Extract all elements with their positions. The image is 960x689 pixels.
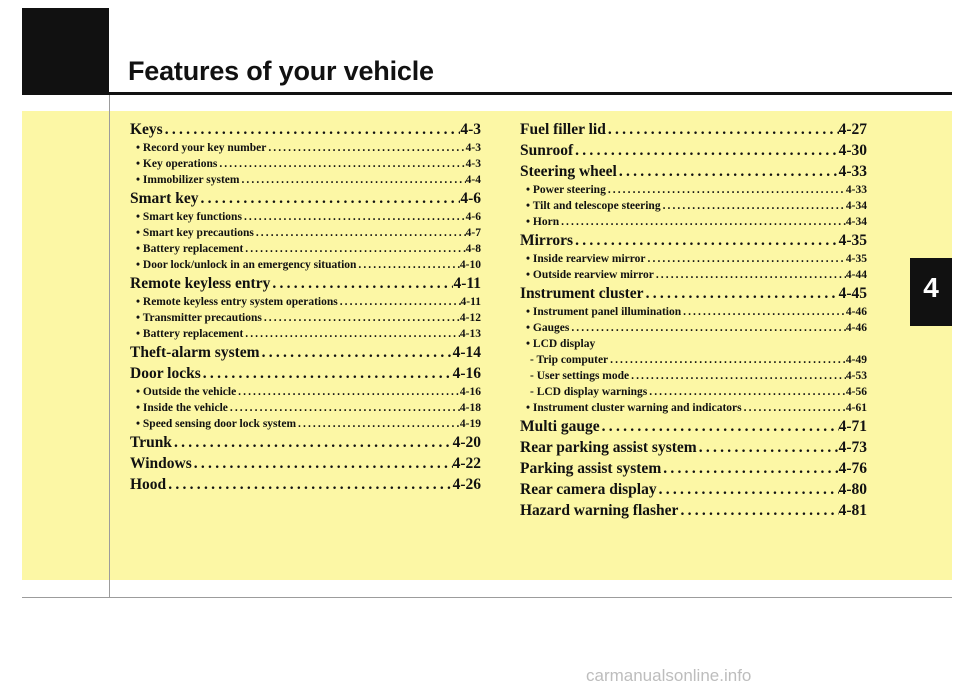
dot-leader <box>678 502 838 520</box>
dot-leader <box>236 386 460 398</box>
toc-page-number: 4-11 <box>453 275 481 292</box>
toc-column-left <box>130 121 481 497</box>
toc-entry-user-settings-mode[interactable] <box>520 370 867 386</box>
toc-page-number: 4-20 <box>452 434 481 451</box>
toc-page-number: 4-73 <box>838 439 867 456</box>
toc-page-number: 4-16 <box>459 386 481 398</box>
toc-entry-smart-key-functions[interactable] <box>130 211 481 227</box>
dot-leader <box>239 174 465 186</box>
dot-leader <box>172 434 453 452</box>
toc-label: • Transmitter precautions <box>136 312 262 324</box>
toc-entry-outside-rearview-mirror[interactable] <box>520 269 867 285</box>
toc-label: • Instrument cluster warning and indicators <box>526 402 742 414</box>
toc-page-number: 4-61 <box>845 402 867 414</box>
dot-leader <box>654 269 846 281</box>
toc-entry-immobilizer-system[interactable] <box>130 174 481 190</box>
toc-entry-hood[interactable] <box>130 476 481 497</box>
toc-column-right <box>520 121 867 523</box>
dot-leader <box>242 211 466 223</box>
page-title: Features of your vehicle <box>128 56 434 86</box>
toc-label: Instrument cluster <box>520 285 644 302</box>
toc-entry-battery-replacement[interactable] <box>130 243 481 259</box>
toc-label: - LCD display warnings <box>530 386 648 398</box>
toc-entry-inside-the-vehicle[interactable] <box>130 402 481 418</box>
toc-page-number: 4-44 <box>845 269 867 281</box>
toc-label: Trunk <box>130 434 172 451</box>
dot-leader <box>644 285 839 303</box>
toc-entry-sunroof[interactable] <box>520 142 867 163</box>
toc-entry-theft-alarm-system[interactable] <box>130 344 481 365</box>
dot-leader <box>629 370 846 382</box>
toc-page-number: 4-30 <box>838 142 867 159</box>
title-underline <box>109 92 952 95</box>
toc-label: Hood <box>130 476 167 493</box>
dot-leader <box>262 312 460 324</box>
dot-leader <box>228 402 460 414</box>
toc-page-number: 4-33 <box>838 163 867 180</box>
chapter-number: 4 <box>923 272 939 303</box>
toc-page-number: 4-71 <box>838 418 867 435</box>
toc-entry-outside-the-vehicle[interactable] <box>130 386 481 402</box>
toc-label: • Tilt and telescope steering <box>526 200 661 212</box>
toc-label: • Inside the vehicle <box>136 402 228 414</box>
toc-label: Fuel filler lid <box>520 121 606 138</box>
dot-leader <box>559 216 846 228</box>
toc-page-number: 4-16 <box>452 365 481 382</box>
toc-label: Theft-alarm system <box>130 344 260 361</box>
toc-entry-key-operations[interactable] <box>130 158 481 174</box>
dot-leader <box>606 184 846 196</box>
dot-leader <box>254 227 466 239</box>
toc-page-number: 4-3 <box>465 142 481 154</box>
toc-entry-smart-key[interactable] <box>130 190 481 211</box>
toc-label: • Battery replacement <box>136 328 244 340</box>
toc-subheading-lcd-display[interactable]: • LCD display <box>526 338 596 350</box>
dot-leader <box>243 243 465 255</box>
toc-entry-transmitter-precautions[interactable] <box>130 312 481 328</box>
dot-leader <box>163 121 461 139</box>
toc-label: Steering wheel <box>520 163 617 180</box>
toc-page-number: 4-13 <box>459 328 481 340</box>
toc-label: Hazard warning flasher <box>520 502 679 519</box>
toc-label: • Outside the vehicle <box>136 386 237 398</box>
toc-page-number: 4-12 <box>459 312 481 324</box>
dot-leader <box>647 386 846 398</box>
toc-entry-tilt-and-telescope-steering[interactable] <box>520 200 867 216</box>
toc-label: Windows <box>130 455 192 472</box>
toc-page-number: 4-81 <box>838 502 867 519</box>
toc-entry-remote-keyless-entry[interactable] <box>130 275 481 296</box>
toc-page-number: 4-49 <box>845 354 867 366</box>
toc-label: Door locks <box>130 365 201 382</box>
dot-leader <box>338 296 461 308</box>
dot-leader <box>260 344 453 362</box>
toc-label: Rear parking assist system <box>520 439 697 456</box>
toc-entry-instrument-cluster[interactable] <box>520 285 867 306</box>
toc-label: • Outside rearview mirror <box>526 269 654 281</box>
toc-page-number: 4-26 <box>452 476 481 493</box>
toc-page-number: 4-22 <box>452 455 481 472</box>
dot-leader <box>661 460 838 478</box>
toc-page-number: 4-45 <box>838 285 867 302</box>
dot-leader <box>697 439 839 457</box>
dot-leader <box>742 402 846 414</box>
toc-entry-rear-parking-assist-system[interactable] <box>520 439 867 460</box>
toc-entry-lcd-display-warnings[interactable] <box>520 386 867 402</box>
toc-page-number: 4-56 <box>845 386 867 398</box>
toc-label: • Record your key number <box>136 142 267 154</box>
toc-page-number: 4-27 <box>838 121 867 138</box>
toc-entry-power-steering[interactable] <box>520 184 867 200</box>
toc-page-number: 4-35 <box>845 253 867 265</box>
toc-label: • Key operations <box>136 158 218 170</box>
bottom-rule <box>22 597 952 598</box>
toc-label: • Smart key functions <box>136 211 242 223</box>
toc-page-number: 4-4 <box>465 174 481 186</box>
toc-page-number: 4-80 <box>838 481 867 498</box>
dot-leader <box>166 476 452 494</box>
toc-entry-steering-wheel[interactable] <box>520 163 867 184</box>
toc-page-number: 4-18 <box>459 402 481 414</box>
toc-entry-rear-camera-display[interactable] <box>520 481 867 502</box>
dot-leader <box>201 365 453 383</box>
dot-leader <box>661 200 846 212</box>
toc-label: • Power steering <box>526 184 606 196</box>
dot-leader <box>617 163 839 181</box>
toc-page-number: 4-3 <box>460 121 481 138</box>
toc-label: • Inside rearview mirror <box>526 253 646 265</box>
toc-label: • Gauges <box>526 322 570 334</box>
toc-entry-speed-sensing-door-lock-system[interactable] <box>130 418 481 434</box>
toc-entry-instrument-panel-illumination[interactable] <box>520 306 867 322</box>
toc-page-number: 4-33 <box>845 184 867 196</box>
toc-label: Keys <box>130 121 163 138</box>
toc-label: - User settings mode <box>530 370 630 382</box>
toc-entry-gauges[interactable] <box>520 322 867 338</box>
dot-leader <box>573 142 838 160</box>
toc-label: Mirrors <box>520 232 574 249</box>
toc-entry-fuel-filler-lid[interactable] <box>520 121 867 142</box>
toc-page-number: 4-8 <box>465 243 481 255</box>
toc-label: • Speed sensing door lock system <box>136 418 297 430</box>
dot-leader <box>573 232 839 250</box>
toc-page-number: 4-6 <box>465 211 481 223</box>
left-margin-rule <box>109 95 110 597</box>
toc-page-number: 4-34 <box>845 200 867 212</box>
toc-label: • Battery replacement <box>136 243 244 255</box>
dot-leader <box>266 142 465 154</box>
toc-entry-smart-key-precautions[interactable] <box>130 227 481 243</box>
toc-entry-remote-keyless-entry-system-operations[interactable] <box>130 296 481 312</box>
dot-leader <box>606 121 839 139</box>
toc-page-number: 4-19 <box>459 418 481 430</box>
toc-label: Multi gauge <box>520 418 600 435</box>
dot-leader <box>657 481 839 499</box>
toc-page-number: 4-7 <box>465 227 481 239</box>
toc-page-number: 4-14 <box>452 344 481 361</box>
dot-leader <box>356 259 460 271</box>
dot-leader <box>217 158 465 170</box>
toc-page-number: 4-34 <box>845 216 867 228</box>
toc-label: Rear camera display <box>520 481 657 498</box>
toc-label: Smart key <box>130 190 199 207</box>
toc-entry-hazard-warning-flasher[interactable] <box>520 502 867 523</box>
toc-page-number: 4-53 <box>845 370 867 382</box>
dot-leader <box>608 354 846 366</box>
toc-entry-inside-rearview-mirror[interactable] <box>520 253 867 269</box>
dot-leader <box>270 275 453 293</box>
toc-entry-battery-replacement[interactable] <box>130 328 481 344</box>
toc-label: • Door lock/unlock in an emergency situation <box>136 259 357 271</box>
dot-leader <box>600 418 839 436</box>
dot-leader <box>296 418 460 430</box>
dot-leader <box>646 253 846 265</box>
toc-label: • Immobilizer system <box>136 174 240 186</box>
dot-leader <box>681 306 846 318</box>
chapter-corner-block <box>22 8 109 95</box>
toc-page-number: 4-3 <box>465 158 481 170</box>
toc-label: - Trip computer <box>530 354 609 366</box>
toc-label: Remote keyless entry <box>130 275 271 292</box>
toc-page-number: 4-46 <box>845 306 867 318</box>
toc-entry-door-lock-unlock-in-an-emergency-situation[interactable] <box>130 259 481 275</box>
dot-leader <box>198 190 460 208</box>
toc-page-number: 4-46 <box>845 322 867 334</box>
toc-entry-trip-computer[interactable] <box>520 354 867 370</box>
toc-page-number: 4-76 <box>838 460 867 477</box>
toc-page-number: 4-35 <box>838 232 867 249</box>
toc-entry-parking-assist-system[interactable] <box>520 460 867 481</box>
dot-leader <box>569 322 846 334</box>
toc-page-number: 4-11 <box>460 296 481 308</box>
toc-label: Sunroof <box>520 142 574 159</box>
toc-label: Parking assist system <box>520 460 662 477</box>
toc-entry-instrument-cluster-warning-and-indicators[interactable] <box>520 402 867 418</box>
toc-page-number: 4-10 <box>459 259 481 271</box>
toc-entry-trunk[interactable] <box>130 434 481 455</box>
toc-entry-record-your-key-number[interactable] <box>130 142 481 158</box>
toc-label: • Smart key precautions <box>136 227 254 239</box>
toc-label: • Instrument panel illumination <box>526 306 682 318</box>
watermark: carmanualsonline.info <box>586 666 752 685</box>
toc-entry-keys[interactable] <box>130 121 481 142</box>
toc-entry-door-locks[interactable] <box>130 365 481 386</box>
toc-entry-mirrors[interactable] <box>520 232 867 253</box>
toc-label: • Remote keyless entry system operations <box>136 296 338 308</box>
toc-page-number: 4-6 <box>460 190 481 207</box>
dot-leader <box>192 455 453 473</box>
toc-entry-horn[interactable] <box>520 216 867 232</box>
toc-label: • Horn <box>526 216 560 228</box>
toc-entry-multi-gauge[interactable] <box>520 418 867 439</box>
toc-entry-windows[interactable] <box>130 455 481 476</box>
dot-leader <box>243 328 460 340</box>
